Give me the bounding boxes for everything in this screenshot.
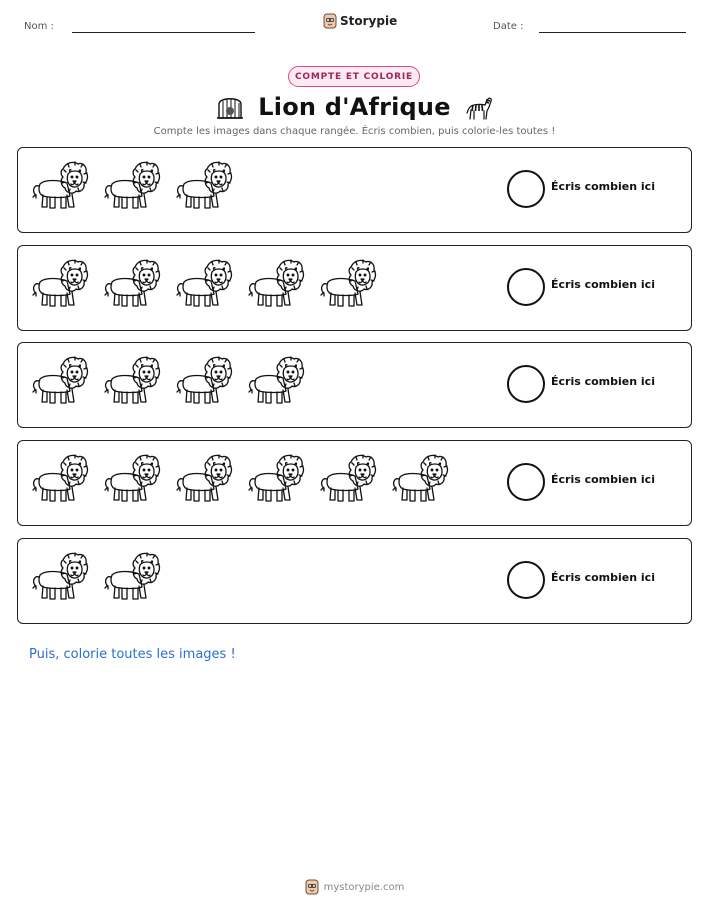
- lion-icon[interactable]: [30, 453, 90, 509]
- name-line[interactable]: [72, 32, 255, 33]
- lion-icon[interactable]: [102, 453, 162, 509]
- count-row: [17, 538, 692, 624]
- lion-icon[interactable]: [102, 551, 162, 607]
- lion-group: [30, 258, 378, 314]
- lion-icon[interactable]: [246, 453, 306, 509]
- brand-name: Storypie: [340, 14, 398, 28]
- lion-group: [30, 453, 450, 509]
- lion-group: [30, 551, 162, 607]
- storypie-mascot-icon: [323, 13, 337, 29]
- count-row: [17, 147, 692, 233]
- title-row: [0, 90, 709, 124]
- zebra-icon: [465, 93, 493, 121]
- storypie-mascot-icon: [305, 879, 319, 895]
- answer-label: Écris combien ici: [551, 473, 655, 486]
- lion-icon[interactable]: [102, 160, 162, 216]
- answer-label: Écris combien ici: [551, 571, 655, 584]
- activity-badge: COMPTE ET COLORIE: [288, 66, 420, 87]
- lion-icon[interactable]: [174, 258, 234, 314]
- answer-label: Écris combien ici: [551, 180, 655, 193]
- answer-label: Écris combien ici: [551, 375, 655, 388]
- page-footer: [0, 879, 709, 895]
- page-header: [0, 0, 709, 50]
- lion-icon[interactable]: [102, 258, 162, 314]
- date-label: Date :: [493, 21, 524, 32]
- answer-circle[interactable]: [507, 268, 545, 306]
- lion-icon[interactable]: [30, 160, 90, 216]
- lion-group: [30, 355, 306, 411]
- lion-icon[interactable]: [102, 355, 162, 411]
- lion-icon[interactable]: [174, 453, 234, 509]
- date-line[interactable]: [539, 32, 686, 33]
- lion-icon[interactable]: [174, 160, 234, 216]
- lion-icon[interactable]: [318, 453, 378, 509]
- lion-icon[interactable]: [390, 453, 450, 509]
- answer-label: Écris combien ici: [551, 278, 655, 291]
- lion-icon[interactable]: [246, 355, 306, 411]
- answer-circle[interactable]: [507, 561, 545, 599]
- answer-circle[interactable]: [507, 170, 545, 208]
- name-label: Nom :: [24, 21, 54, 32]
- lion-group: [30, 160, 234, 216]
- lion-icon[interactable]: [174, 355, 234, 411]
- instructions: Compte les images dans chaque rangée. Écris combien, puis colorie-les toutes !: [153, 126, 556, 137]
- count-row: [17, 245, 692, 331]
- storypie-logo: [323, 13, 397, 29]
- cage-icon: [216, 94, 244, 120]
- count-row: [17, 440, 692, 526]
- answer-circle[interactable]: [507, 365, 545, 403]
- lion-icon[interactable]: [30, 355, 90, 411]
- site-url[interactable]: mystorypie.com: [323, 881, 405, 893]
- count-row: [17, 342, 692, 428]
- lion-icon[interactable]: [318, 258, 378, 314]
- page-title: Lion d'Afrique: [258, 93, 451, 121]
- lion-icon[interactable]: [30, 551, 90, 607]
- answer-circle[interactable]: [507, 463, 545, 501]
- lion-icon[interactable]: [246, 258, 306, 314]
- coloring-instruction: Puis, colorie toutes les images !: [29, 647, 236, 662]
- lion-icon[interactable]: [30, 258, 90, 314]
